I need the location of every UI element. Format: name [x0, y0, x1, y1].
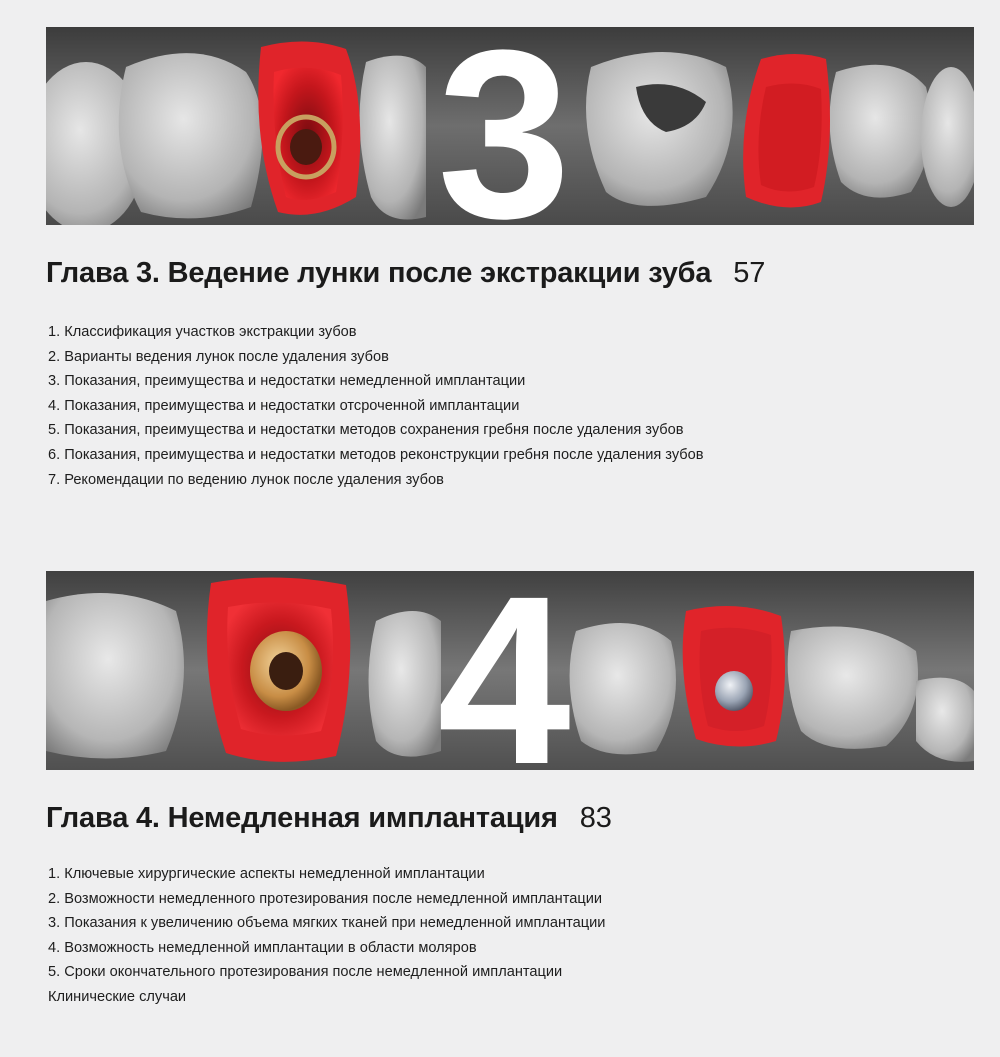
chapter-4-title [46, 802, 612, 835]
chapter-3-numeral: 3 [437, 27, 571, 225]
list-item: Клинические случаи [48, 988, 187, 1005]
list-item: 3. Показания к увеличению объема мягких тканей при немедленной имплантации [48, 915, 606, 932]
tooth-shape [119, 53, 263, 218]
tooth-shape [788, 627, 918, 749]
list-item: 1. Классификация участков экстракции зубов [48, 324, 357, 340]
tooth-shape [369, 611, 442, 757]
chapter-4-contents-list [48, 862, 605, 1010]
chapter-4-dental-photo [46, 571, 974, 770]
list-item: 3. Показания, преимущества и недостатки немедленной имплантации [48, 373, 526, 390]
list-item: 2. Возможности немедленного протезирования после немедленной имплантации [48, 890, 603, 907]
healing-abutment [715, 671, 753, 711]
chapter-3-title [46, 257, 765, 290]
list-item: 4. Возможность немедленной имплантации в области моляров [48, 939, 477, 956]
chapter-4-title-text: Глава 4. Немедленная имплантация [46, 802, 558, 834]
tooth-shape [830, 65, 931, 198]
list-item: 5. Показания, преимущества и недостатки методов сохранения гребня после удаления зубов [48, 422, 684, 439]
chapter-3-contents-list [48, 320, 704, 492]
tooth-shape [570, 623, 676, 754]
chapter-3-page-number: 57 [733, 257, 766, 289]
list-item: 5. Сроки окончательного протезирования после немедленной имплантации [48, 964, 563, 981]
chapter-4-photo-banner [46, 571, 974, 770]
list-item: 7. Рекомендации по ведению лунок после удаления зубов [48, 471, 444, 488]
list-item: 4. Показания, преимущества и недостатки отсроченной имплантации [48, 397, 520, 414]
chapter-3-title-text: Глава 3. Ведение лунки после экстракции зуба [46, 257, 712, 289]
tooth-shape [46, 593, 184, 759]
list-item: 1. Ключевые хирургические аспекты немедленной имплантации [48, 866, 485, 882]
list-item: 6. Показания, преимущества и недостатки методов реконструкции гребня после удаления зубов [48, 446, 704, 463]
chapter-3-dental-photo [46, 27, 974, 225]
chapter-4-numeral: 4 [437, 571, 571, 770]
tooth-shape [586, 52, 733, 206]
chapter-3-photo-banner [46, 27, 974, 225]
chapter-4-page-number: 83 [579, 802, 612, 834]
list-item: 2. Варианты ведения лунок после удаления зубов [48, 348, 389, 365]
